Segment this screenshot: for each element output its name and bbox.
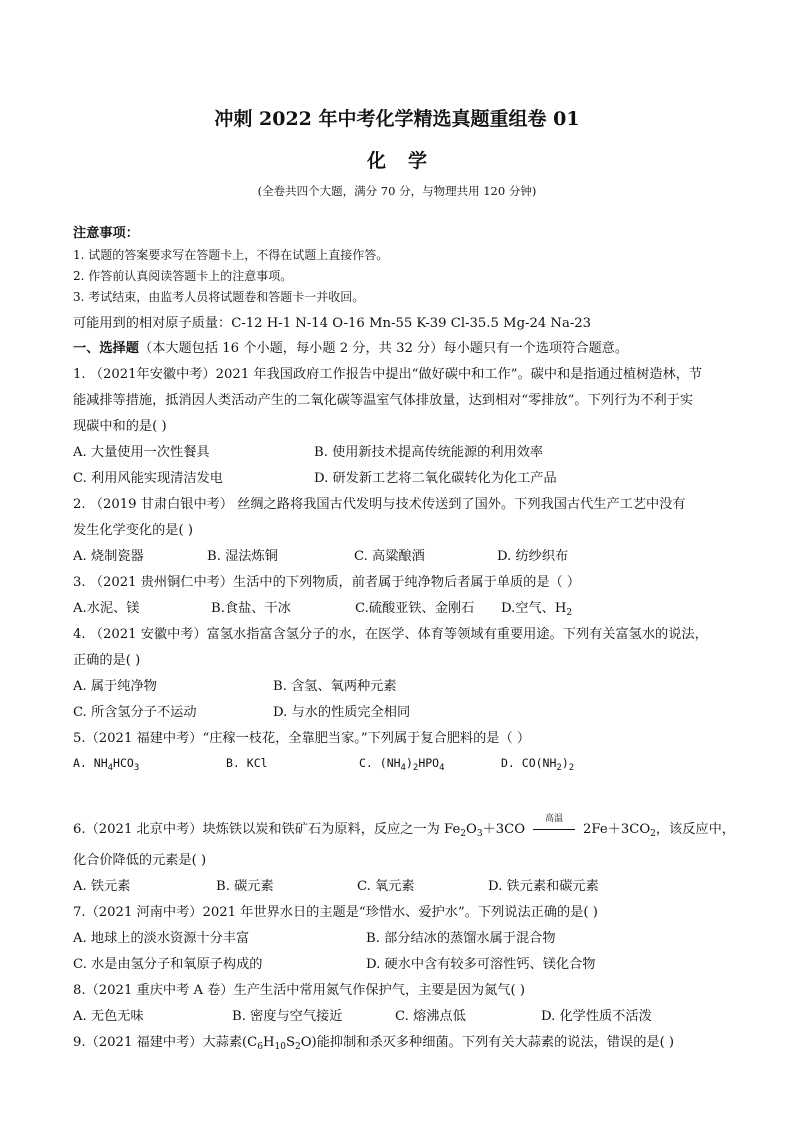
question-8-option-d: D. 化学性质不活泼 <box>541 1009 652 1024</box>
question-4-stem: 4. （2021 安徽中考）富氢水指富含氢分子的水，在医学、体育等领域有重要用途。下列有关富氢水的说法， <box>73 627 708 642</box>
section-desc: （本大题包括 16 个小题，每小题 2 分，共 32 分）每小题只有一个选项符合题意。 <box>138 341 629 356</box>
stem-text: 9.（2021 福建中考）大蒜素(C <box>73 1035 258 1050</box>
question-3-option-c: C.硫酸亚铁、金刚石 <box>355 601 475 616</box>
option-text: A. NH <box>73 756 108 770</box>
question-2-stem: 发生化学变化的是( ) <box>73 523 193 538</box>
question-5-option-a <box>73 756 139 773</box>
subscript: 2 <box>412 763 419 773</box>
stem-text: 6.（2021 北京中考）块炼铁以炭和铁矿石为原料，反应之一为 Fe <box>73 822 461 837</box>
option-text: C. (NH <box>359 756 401 770</box>
stem-text: O)能抑制和杀灭多种细菌。下列有关大蒜素的说法，错误的是( ) <box>300 1035 675 1050</box>
question-6-stem <box>73 813 735 839</box>
question-3-stem: 3. （2021 贵州铜仁中考）生活中的下列物质，前者属于纯净物后者属于单质的是（ ） <box>73 575 581 590</box>
question-1-option-d: D. 研发新工艺将二氧化碳转化为化工产品 <box>314 471 557 486</box>
subscript: 3 <box>476 829 483 839</box>
atomic-mass-line: 可能用到的相对原子质量：C-12 H-1 N-14 O-16 Mn-55 K-39 Cl-35.5 Mg-24 Na-23 <box>73 316 592 331</box>
question-5-option-b: B. KCl <box>226 756 268 770</box>
option-text: HPO <box>418 756 440 770</box>
subscript: 3 <box>133 763 140 773</box>
stem-text: H <box>263 1035 275 1050</box>
option-text: HCO <box>113 756 134 770</box>
option-text: ) <box>561 756 569 770</box>
section-label: 一、选择题 <box>73 341 139 356</box>
section-heading <box>73 337 628 356</box>
option-text: ) <box>405 756 413 770</box>
notice-item: 2. 作答前认真阅读答题卡上的注意事项。 <box>73 269 293 283</box>
option-text: D. CO(NH <box>501 756 557 770</box>
question-2-option-b: B. 湿法炼铜 <box>207 549 278 564</box>
subscript: 2 <box>556 763 562 773</box>
subscript: 10 <box>274 1042 286 1052</box>
stem-text: S <box>285 1035 296 1050</box>
question-6-option-d: D. 铁元素和碳元素 <box>488 879 599 894</box>
question-7-stem: 7.（2021 河南中考）2021 年世界水日的主题是“珍惜水、爱护水”。下列说法正确的是( ) <box>73 905 598 920</box>
reaction-condition: 高温 <box>545 813 564 824</box>
question-5-option-d <box>501 756 574 773</box>
question-8-option-b: B. 密度与空气接近 <box>232 1009 343 1024</box>
question-6-stem: 化合价降低的元素是( ) <box>73 853 207 868</box>
question-2-option-a: A. 烧制瓷器 <box>73 549 144 564</box>
question-9-stem <box>73 1031 674 1052</box>
exam-title: 冲刺 2022 年中考化学精选真题重组卷 01 <box>214 108 580 130</box>
question-7-option-c: C. 水是由氢分子和氧原子构成的 <box>73 957 263 972</box>
subscript: 4 <box>400 763 406 773</box>
stem-text: O <box>466 822 477 837</box>
question-3-option-b: B.食盐、干冰 <box>211 601 291 616</box>
subscript: 6 <box>257 1042 263 1052</box>
question-1-stem: 1. （2021年安徽中考）2021 年我国政府工作报告中提出“做好碳中和工作”。碳中和是指通过植树造林，节 <box>73 367 703 382</box>
stem-text: ＋3CO <box>482 822 526 837</box>
reaction-arrow <box>531 813 577 837</box>
question-4-option-c: C. 所含氢分子不运动 <box>73 705 197 720</box>
question-8-option-a: A. 无色无味 <box>73 1009 144 1024</box>
question-4-option-d: D. 与水的性质完全相同 <box>273 705 411 720</box>
question-1-stem: 能减排等措施，抵消因人类活动产生的二氧化碳等温室气体排放量，达到相对“零排放”。下列行为不利于实 <box>73 393 694 408</box>
question-1-stem: 现碳中和的是( ) <box>73 419 167 434</box>
question-6-option-c: C. 氧元素 <box>357 879 415 894</box>
subscript: 4 <box>439 763 445 773</box>
notice-item: 1. 试题的答案要求写在答题卡上，不得在试题上直接作答。 <box>73 248 389 262</box>
question-6-option-a: A. 铁元素 <box>73 879 131 894</box>
subscript: 2 <box>566 608 573 618</box>
subscript: 2 <box>295 1042 301 1052</box>
question-7-option-b: B. 部分结冰的蒸馏水属于混合物 <box>366 931 556 946</box>
subscript: 2 <box>650 829 656 839</box>
question-2-stem: 2. （2019 甘肃白银中考） 丝绸之路将我国古代发明与技术传送到了国外。下列我国古代生产工艺中没有 <box>73 497 686 512</box>
question-8-option-c: C. 熔沸点低 <box>395 1009 466 1024</box>
question-2-option-d: D. 纺纱织布 <box>497 549 569 564</box>
question-6-option-b: B. 碳元素 <box>216 879 274 894</box>
question-4-option-b: B. 含氢、氧两种元素 <box>273 679 397 694</box>
question-7-option-d: D. 硬水中含有较多可溶性钙、镁化合物 <box>366 957 596 972</box>
question-8-stem: 8.（2021 重庆中考 A 卷）生产生活中常用氮气作保护气，主要是因为氮气( ) <box>73 983 525 998</box>
stem-text: 2Fe＋3CO <box>583 822 651 837</box>
question-4-option-a: A. 属于纯净物 <box>73 679 157 694</box>
option-text: D.空气、H <box>501 601 567 616</box>
question-1-option-a: A. 大量使用一次性餐具 <box>73 445 210 460</box>
question-3-option-d <box>501 597 572 618</box>
subject-title: 化学 <box>366 150 449 172</box>
question-5-option-c <box>359 756 445 773</box>
question-5-stem: 5.（2021 福建中考）“庄稼一枝花，全靠肥当家。”下列属于复合肥料的是（ ） <box>73 731 531 746</box>
stem-text: ，该反应中， <box>655 822 735 837</box>
subscript: 2 <box>460 829 466 839</box>
subscript: 2 <box>568 763 575 773</box>
question-4-stem: 正确的是( ) <box>73 653 141 668</box>
notice-item: 3. 考试结束，由监考人员将试题卷和答题卡一并收回。 <box>73 290 365 304</box>
question-2-option-c: C. 高粱酿酒 <box>354 549 425 564</box>
question-1-option-b: B. 使用新技术提高传统能源的利用效率 <box>314 445 544 460</box>
notice-heading: 注意事项： <box>73 226 139 241</box>
exam-note: (全卷共四个大题，满分 70 分，与物理共用 120 分钟) <box>257 184 537 198</box>
reaction-line <box>533 829 575 830</box>
question-1-option-c: C. 利用风能实现清洁发电 <box>73 471 223 486</box>
question-7-option-a: A. 地球上的淡水资源十分丰富 <box>73 931 250 946</box>
question-3-option-a: A.水泥、镁 <box>73 601 140 616</box>
subscript: 4 <box>107 763 114 773</box>
